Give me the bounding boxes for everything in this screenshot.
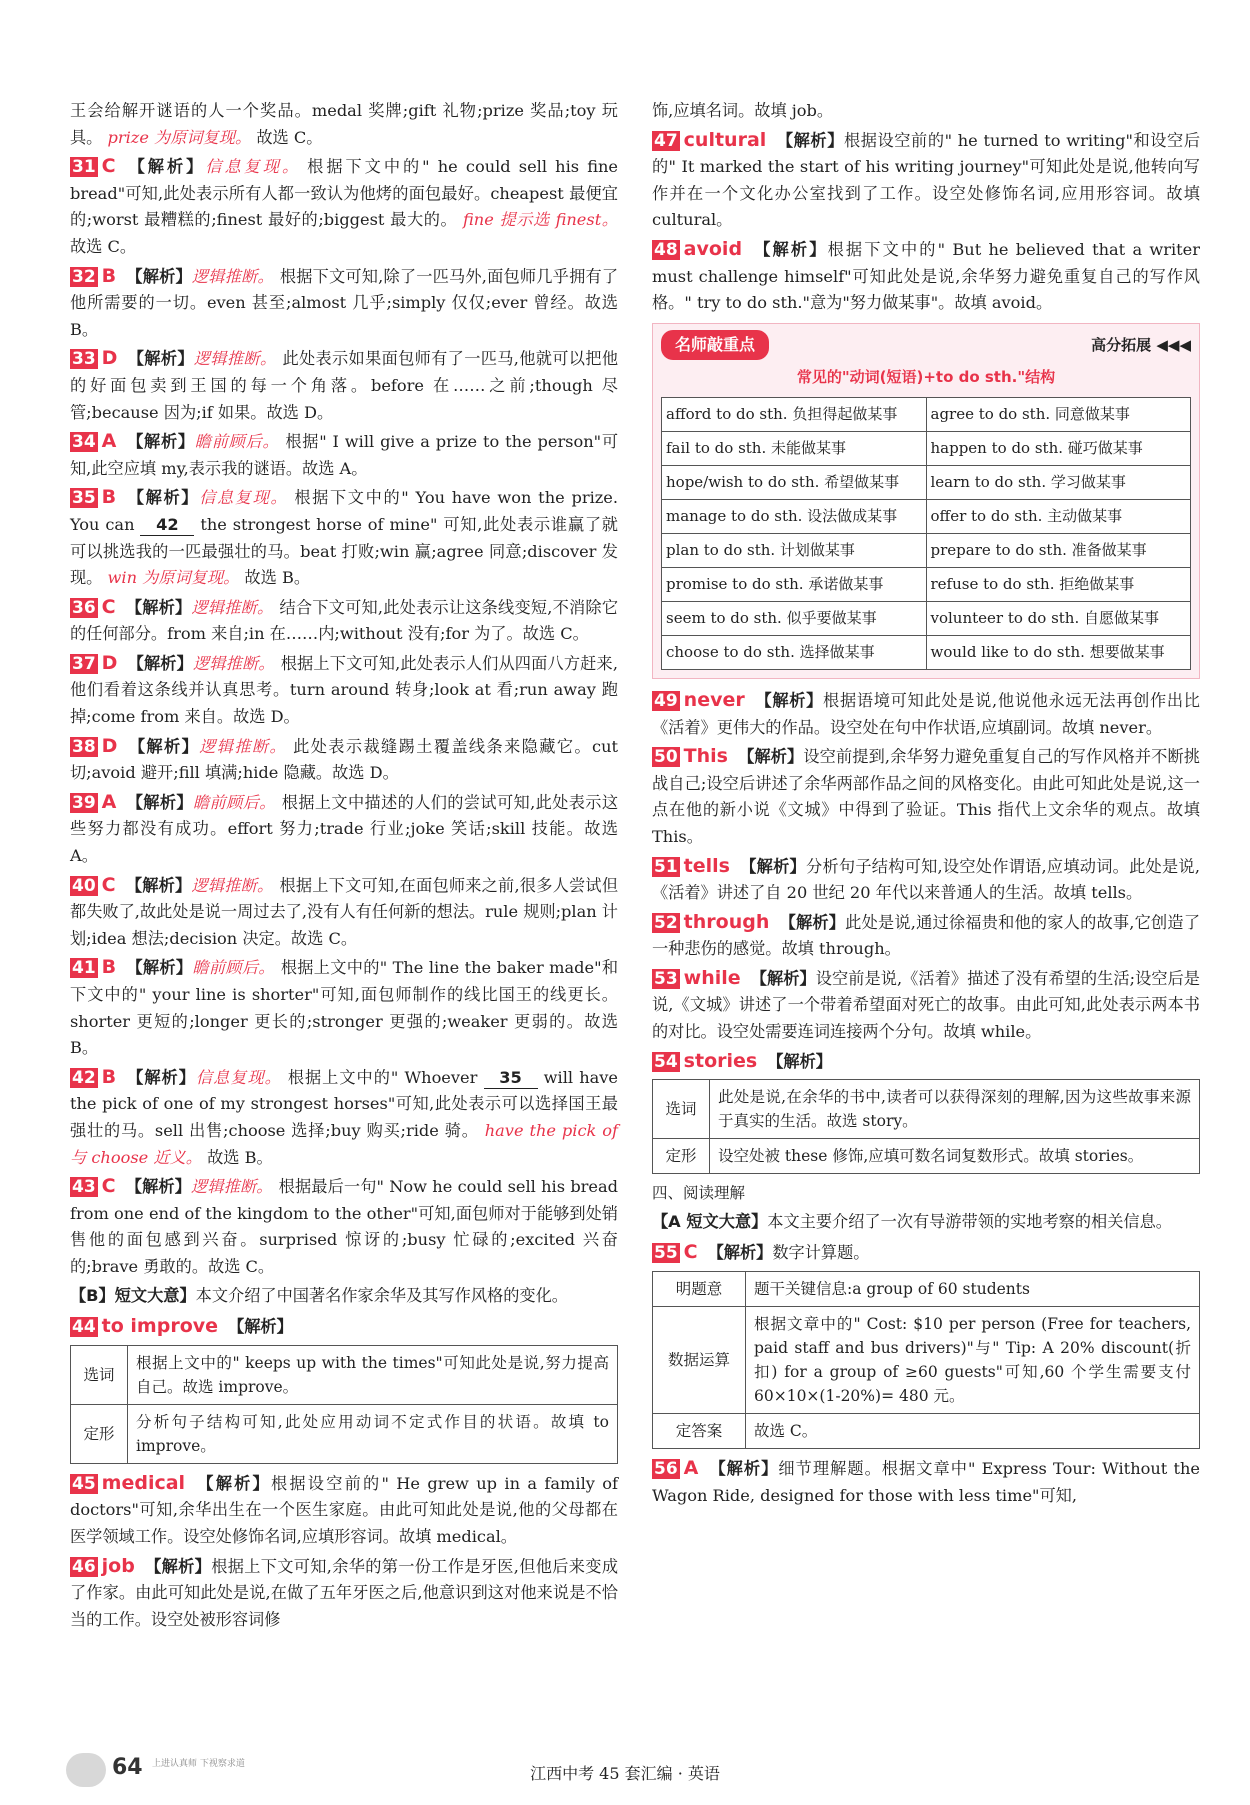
question-39: [70, 789, 618, 870]
answer: A: [101, 430, 117, 453]
row-text: 根据文章中的" Cost: $10 per person (Free for teachers, paid staff and bus drivers)"与" Tip: A 20% discount(折扣) for a group of ≥60 guests"可知,60 个学生需要支付 60×10×(1-20%)= 480 元。: [746, 1307, 1200, 1414]
question-32: [70, 263, 618, 344]
tip-note: have the pick of 与 choose 近义。: [70, 1120, 618, 1167]
row-text: 根据上文中的" keeps up with the times"可知此处是说,努力提高自己。故选 improve。: [128, 1345, 618, 1404]
analysis-tag: 【解析】: [144, 1556, 212, 1576]
table-row: [662, 567, 1191, 601]
conclusion: 故选 B。: [207, 1147, 273, 1167]
analysis-text: 此处表示裁缝踢土覆盖线条来隐藏它。cut 切;avoid 避开;fill 填满;hide 隐藏。故选 D。: [70, 736, 619, 783]
table-row: [71, 1345, 618, 1404]
tip-label: 逻辑推断。: [191, 266, 274, 286]
analysis-text: 根据上文中的" The line the baker made"和下文中的" your line is shorter"可知,面包师制作的线比国王的线更长。shorter 更短的;longer 更长的;stronger 更强的;weaker 更弱的。故选 B。: [70, 958, 619, 1058]
question-35: [70, 484, 618, 591]
table-row: [662, 465, 1191, 499]
phrase-cell: choose to do sth. 选择做某事: [662, 635, 927, 669]
intro-tip: prize 为原词复现。: [107, 127, 252, 147]
answer: tells: [683, 854, 730, 877]
row-text: 题干关键信息:a group of 60 students: [746, 1272, 1200, 1307]
question-49: [652, 687, 1200, 741]
analysis-tag: 【解析】: [126, 958, 193, 978]
tip-label: 逻辑推断。: [191, 875, 274, 895]
analysis-tag: 【解析】: [126, 266, 192, 286]
analysis-text: 根据下文中的" You have won the prize. You can: [70, 488, 619, 534]
analysis-table: [652, 1079, 1200, 1174]
question-40: [70, 872, 618, 953]
analysis-text: 根据设空前的" He grew up in a family of doctors"可知,余华出生在一个医生家庭。由此可知此处是说,他的父母都在医学领域工作。设空处修饰名词,应填形容词。故填 medical。: [70, 1473, 619, 1546]
question-number: 34: [72, 432, 96, 453]
question-number: 40: [72, 875, 96, 896]
analysis-tag: 【解析】: [767, 1051, 832, 1071]
analysis-tag: 【解析】: [737, 747, 804, 767]
section-heading: 四、阅读理解: [652, 1184, 746, 1203]
table-row: [662, 397, 1191, 431]
phrase-cell: prepare to do sth. 准备做某事: [926, 533, 1191, 567]
phrase-cell: agree to do sth. 同意做某事: [926, 397, 1191, 431]
question-number: 55: [654, 1243, 678, 1264]
question-number: 56: [654, 1459, 678, 1480]
answer: through: [683, 910, 770, 933]
answer: D: [101, 651, 118, 674]
summary-head: 【B】短文大意】: [70, 1285, 196, 1305]
phrase-cell: refuse to do sth. 拒绝做某事: [926, 567, 1191, 601]
answer: to improve: [101, 1315, 219, 1338]
table-row: [662, 635, 1191, 669]
question-48: [652, 236, 1200, 317]
analysis-table: [70, 1345, 618, 1464]
phrase-cell: volunteer to do sth. 自愿做某事: [926, 601, 1191, 635]
tip-label: 信息复现。: [205, 157, 302, 177]
table-row: [662, 533, 1191, 567]
tip-label: 信息复现。: [195, 1067, 282, 1087]
row-label: 定形: [71, 1404, 128, 1463]
extension-label: 高分拓展 ◀◀◀: [1091, 335, 1191, 354]
answer: avoid: [683, 237, 743, 260]
analysis-text: 分析句子结构可知,设空处作谓语,应填动词。此处是说,《活着》讲述了自 20 世纪 20 年代以来普通人的生活。故填 tells。: [652, 856, 1201, 903]
question-54: [652, 1048, 1200, 1175]
tip-label: 瞻前顾后。: [194, 432, 280, 452]
answer: job: [101, 1554, 135, 1577]
question-number: 36: [72, 597, 96, 618]
table-row: [71, 1404, 618, 1463]
question-number: 51: [654, 856, 678, 877]
question-number: 42: [72, 1067, 96, 1088]
question-31: [70, 153, 618, 260]
analysis-text: 设空前提到,余华努力避免重复自己的写作风格并不断挑战自己;设空后讲述了余华两部作品之间的风格变化。由此可知此处是说,这一点在他的新小说《文城》中得到了验证。This 指代上文余华的观点。故填 This。: [652, 747, 1200, 846]
summary-text: 本文介绍了中国著名作家余华及其写作风格的变化。: [195, 1285, 568, 1305]
phrase-cell: offer to do sth. 主动做某事: [926, 499, 1191, 533]
analysis-tag: 【解析】: [127, 736, 200, 756]
tip-label: 逻辑推断。: [191, 1177, 273, 1197]
table-row: [653, 1414, 1200, 1449]
key-points-title: 名师敲重点: [661, 330, 769, 361]
question-number: 50: [654, 747, 678, 768]
answer: C: [101, 155, 116, 178]
answer: never: [683, 688, 745, 711]
question-51: [652, 853, 1200, 907]
analysis-tag: 【解析】: [754, 690, 824, 710]
answer: cultural: [683, 128, 767, 151]
analysis-table: [652, 1271, 1200, 1449]
answer: C: [101, 595, 116, 618]
answer: C: [101, 1175, 116, 1198]
question-number: 31: [72, 157, 96, 178]
analysis-tag: 【解析】: [776, 130, 844, 150]
passage-a-summary: [652, 1209, 1200, 1236]
left-column: [70, 98, 618, 1635]
row-label: 明题意: [653, 1272, 746, 1307]
phrase-cell: afford to do sth. 负担得起做某事: [662, 397, 927, 431]
row-label: 数据运算: [653, 1307, 746, 1414]
question-34: [70, 428, 618, 482]
analysis-tag: 【解析】: [127, 653, 193, 673]
tip-label: 逻辑推断。: [193, 349, 277, 369]
question-50: [652, 743, 1200, 850]
row-label: 选词: [71, 1345, 128, 1404]
answer: medical: [101, 1471, 186, 1494]
analysis-text: 数字计算题。: [772, 1243, 870, 1263]
question-number: 44: [72, 1317, 96, 1338]
analysis-tag: 【解析】: [125, 597, 192, 617]
page-footer: [0, 1753, 1250, 1793]
question-number: 43: [72, 1177, 96, 1198]
intro-end: 故选 C。: [256, 127, 323, 147]
phrase-cell: happen to do sth. 碰巧做某事: [926, 431, 1191, 465]
analysis-tag: 【解析】: [126, 488, 200, 508]
analysis-text: 根据上下文可知,在面包师来之前,很多人尝试但都失败了,故此处是说一周过去了,没有人有任何新的想法。rule 规则;plan 计划;idea 想法;decision 决定。故选 C。: [70, 875, 619, 948]
answer: A: [683, 1457, 699, 1480]
question-45: [70, 1470, 618, 1551]
analysis-tag: 【解析】: [228, 1317, 293, 1337]
logo-slogan: 上进认真师 下视察求道: [152, 1759, 245, 1769]
question-number: 35: [72, 488, 96, 509]
continued-text: 饰,应填名词。故填 job。: [652, 101, 834, 120]
analysis-text: 根据上下文可知,此处表示人们从四面八方赶来,他们看着这条线并认真思考。turn around 转身;look at 看;run away 跑掉;come from 来自。故选 D。: [70, 653, 619, 727]
question-number: 38: [72, 736, 96, 757]
analysis-text: 根据下文中的" he could sell his fine bread"可知,此处表示所有人都一致认为他烤的面包最好。cheapest 最便宜的;worst 最糟糕的;finest 最好的;biggest 最大的。: [70, 157, 619, 230]
intro-paragraph: [70, 98, 618, 151]
phrase-cell: manage to do sth. 设法做成某事: [662, 499, 927, 533]
answer: C: [683, 1241, 698, 1264]
tip-note: win 为原词复现。: [107, 568, 240, 588]
tip-label: 信息复现。: [199, 488, 289, 508]
question-47: [652, 127, 1200, 234]
analysis-text: 根据" I will give a prize to the person"可知,此空应填 my,表示我的谜语。故选 A。: [70, 432, 619, 478]
answer: A: [101, 790, 117, 813]
analysis-tag: 【解析】: [708, 1459, 779, 1479]
intro-text: 王会给解开谜语的人一个奖品。medal 奖牌;gift 礼物;prize 奖品;toy 玩具。: [70, 101, 618, 147]
question-53: [652, 965, 1200, 1046]
analysis-tag: 【解析】: [739, 856, 806, 876]
question-number: 48: [654, 239, 678, 260]
question-number: 54: [654, 1051, 678, 1072]
conclusion: 故选 B。: [244, 568, 311, 588]
analysis-tag: 【解析】: [126, 1067, 196, 1087]
book-title: 江西中考 45 套汇编 · 英语: [530, 1764, 720, 1783]
question-number: 47: [654, 130, 678, 151]
answer: B: [101, 1065, 117, 1088]
question-56: [652, 1455, 1200, 1509]
page-number: 64: [112, 1755, 143, 1780]
table-row: [653, 1080, 1200, 1139]
analysis-text-continued: the strongest horse of mine" 可知,此处表示谁赢了就可以挑选我的一匹最强壮的马。beat 打败;win 赢;agree 同意;discover 发现。: [70, 514, 618, 588]
answer: while: [683, 966, 741, 989]
question-41: [70, 954, 618, 1061]
analysis-text: 细节理解题。根据文章中" Express Tour: Without the Wagon Ride, designed for those with less time"可知,: [652, 1459, 1200, 1505]
analysis-tag: 【解析】: [195, 1473, 271, 1493]
analysis-tag: 【解析】: [125, 1177, 192, 1197]
analysis-tag: 【解析】: [752, 239, 828, 259]
question-44: [70, 1313, 618, 1464]
analysis-text: 根据语境可知此处是说,他说他永远无法再创作出比《活着》更伟大的作品。设空处在句中作状语,应填副词。故填 never。: [652, 690, 1200, 737]
table-row: [662, 601, 1191, 635]
tip-note: fine 提示选 finest。: [463, 210, 618, 230]
analysis-text: 此处是说,通过徐福贵和他的家人的故事,它创造了一种悲伤的感觉。故填 through。: [652, 912, 1201, 959]
answer: C: [101, 873, 116, 896]
analysis-text-continued: will have the pick of one of my strongest horses"可知,此处表示可以选择国王最强壮的马。sell 出售;choose 选择;buy 购买;ride 骑。: [70, 1067, 619, 1140]
question-number: 32: [72, 266, 96, 287]
question-36: [70, 594, 618, 648]
tip-label: 逻辑推断。: [199, 736, 288, 756]
phrase-cell: plan to do sth. 计划做某事: [662, 533, 927, 567]
table-row: [662, 431, 1191, 465]
analysis-tag: 【解析】: [750, 968, 816, 988]
tip-label: 逻辑推断。: [191, 597, 274, 617]
analysis-tag: 【解析】: [126, 432, 195, 452]
tip-label: 瞻前顾后。: [192, 792, 276, 812]
analysis-tag: 【解析】: [707, 1243, 773, 1263]
row-label: 定答案: [653, 1414, 746, 1449]
summary-text: 本文主要介绍了一次有导游带领的实地考察的相关信息。: [767, 1211, 1172, 1231]
analysis-text: 根据下文中的" But he believed that a writer must challenge himself"可知此处是说,余华努力避免重复自己的写作风格。" try to do sth."意为"努力做某事"。故填 avoid。: [652, 239, 1200, 313]
question-number: 45: [72, 1473, 96, 1494]
analysis-text: 根据最后一句" Now he could sell his bread from one end of the kingdom to the other"可知,面包师对于能够到处销售他的面包感到兴奋。surprised 惊讶的;busy 忙碌的;excited 兴奋的;brave 勇敢的。故选 C。: [70, 1177, 619, 1276]
question-37: [70, 650, 618, 731]
row-text: 故选 C。: [746, 1414, 1200, 1449]
key-points-header: [661, 330, 1191, 361]
analysis-text: 根据下文可知,除了一匹马外,面包师几乎拥有了他所需要的一切。even 甚至;almost 几乎;simply 仅仅;ever 曾经。故选 B。: [70, 266, 619, 339]
passage-b-summary: [70, 1283, 618, 1310]
blank-reference: 35: [484, 1068, 538, 1089]
analysis-text: 结合下文可知,此处表示让这条线变短,不消除它的任何部分。from 来自;in 在……内;without 没有;for 为了。故选 C。: [70, 597, 619, 644]
tip-label: 瞻前顾后。: [192, 958, 275, 978]
answer: B: [101, 264, 117, 287]
analysis-text: 设空前是说,《活着》描述了没有希望的生活;设空后是说,《文城》讲述了一个带着希望面对死亡的故事。由此可知,此处表示两本书的对比。设空处需要连词连接两个分句。故填 while。: [652, 968, 1200, 1042]
blank-reference: 42: [140, 515, 194, 536]
question-46: [70, 1553, 618, 1634]
question-number: 53: [654, 968, 678, 989]
question-number: 52: [654, 912, 678, 933]
phrase-cell: promise to do sth. 承诺做某事: [662, 567, 927, 601]
right-column: [652, 98, 1200, 1511]
question-42: [70, 1064, 618, 1171]
analysis-tag: 【解析】: [125, 875, 192, 895]
answer: D: [101, 734, 118, 757]
question-55: [652, 1239, 1200, 1449]
table-row: [662, 499, 1191, 533]
conclusion: 故选 C。: [70, 236, 137, 256]
question-38: [70, 733, 618, 787]
answer: stories: [683, 1049, 758, 1072]
tip-label: 逻辑推断。: [192, 653, 275, 673]
analysis-tag: 【解析】: [126, 792, 193, 812]
question-number: 41: [72, 958, 96, 979]
table-row: [653, 1272, 1200, 1307]
row-text: 分析句子结构可知,此处应用动词不定式作目的状语。故填 to improve。: [128, 1404, 618, 1463]
analysis-text: 此处表示如果面包师有了一匹马,他就可以把他的好面包卖到王国的每一个角落。before 在……之前;though 尽管;because 因为;if 如果。故选 D。: [70, 349, 619, 422]
table-row: [653, 1307, 1200, 1414]
question-43: [70, 1173, 618, 1280]
analysis-text: 根据上下文可知,余华的第一份工作是牙医,但他后来变成了作家。由此可知此处是说,在做了五年牙医之后,他意识到这对他来说是不恰当的工作。设空处被形容词修: [70, 1556, 619, 1629]
analysis-text: 根据上文中的" Whoever: [287, 1067, 478, 1087]
phrase-table: [661, 397, 1191, 670]
table-row: [653, 1139, 1200, 1174]
answer: This: [683, 745, 728, 768]
analysis-tag: 【解析】: [125, 157, 206, 177]
question-number: 46: [72, 1556, 96, 1577]
phrase-cell: would like to do sth. 想要做某事: [926, 635, 1191, 669]
phrase-cell: seem to do sth. 似乎要做某事: [662, 601, 927, 635]
question-number: 37: [72, 653, 96, 674]
question-number: 33: [72, 349, 96, 370]
key-points-box: [652, 323, 1200, 679]
analysis-tag: 【解析】: [127, 349, 194, 369]
phrase-cell: learn to do sth. 学习做某事: [926, 465, 1191, 499]
analysis-tag: 【解析】: [779, 912, 846, 932]
row-text: 设空处被 these 修饰,应填可数名词复数形式。故填 stories。: [710, 1139, 1200, 1174]
question-33: [70, 345, 618, 426]
answer: D: [101, 347, 118, 370]
question-52: [652, 909, 1200, 963]
row-label: 选词: [653, 1080, 710, 1139]
phrase-cell: hope/wish to do sth. 希望做某事: [662, 465, 927, 499]
answer: B: [101, 486, 117, 509]
row-text: 此处是说,在余华的书中,读者可以获得深刻的理解,因为这些故事来源于真实的生活。故选 story。: [710, 1080, 1200, 1139]
question-number: 49: [654, 690, 678, 711]
summary-head: 【A 短文大意】: [652, 1211, 768, 1231]
analysis-text: 根据设空前的" he turned to writing"和设空后的" It marked the start of his writing journey"可知此处是说,他转向写作并在一个文化办公室找到了工作。设空处修饰名词,应用形容词。故填 cultural。: [652, 130, 1201, 230]
phrase-cell: fail to do sth. 未能做某事: [662, 431, 927, 465]
key-points-subtitle: 常见的"动词(短语)+to do sth."结构: [796, 368, 1056, 387]
analysis-text: 根据上文中描述的人们的尝试可知,此处表示这些努力都没有成功。effort 努力;trade 行业;joke 笑话;skill 技能。故选 A。: [70, 792, 619, 866]
answer: B: [101, 956, 117, 979]
question-number: 39: [72, 792, 96, 813]
row-label: 定形: [653, 1139, 710, 1174]
